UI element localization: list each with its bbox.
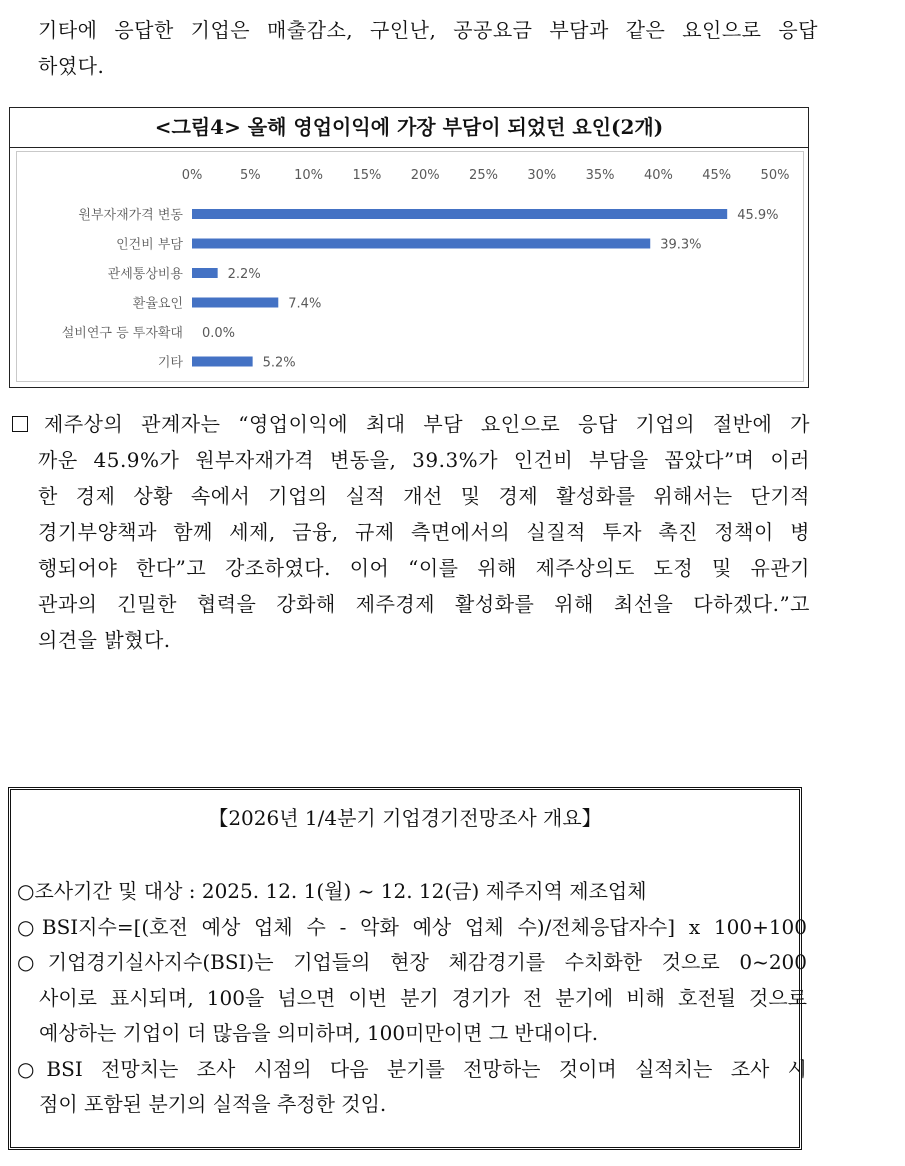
intro-line-1: 기타에 응답한 기업은 매출감소, 구인난, 공공요금 부담과 같은 요인으로 응답 xyxy=(38,18,818,42)
bar xyxy=(192,209,727,219)
x-tick-label: 10% xyxy=(294,168,324,183)
category-label: 기타 xyxy=(157,355,183,371)
x-tick-label: 15% xyxy=(352,168,382,183)
bar xyxy=(192,298,278,308)
x-tick-label: 45% xyxy=(702,168,732,183)
x-tick-label: 40% xyxy=(643,168,673,183)
intro-paragraph xyxy=(38,12,818,84)
category-label: 원부자재가격 변동 xyxy=(78,208,183,223)
body-line: 까운 45.9%가 원부자재가격 변동을, 39.3%가 인건비 부담을 꼽았다”며 이러 xyxy=(38,448,810,472)
data-label: 2.2% xyxy=(227,267,261,282)
x-tick-label: 0% xyxy=(181,168,203,183)
x-tick-label: 25% xyxy=(469,168,498,183)
overview-line: 예상하는 기업이 더 많음을 의미하며, 100미만이면 그 반대이다. xyxy=(39,1021,599,1045)
body-line: 행되어야 한다”고 강조하였다. 이어 “이를 위해 제주상의도 도정 및 유관기 xyxy=(38,556,810,580)
chart-frame xyxy=(16,151,804,382)
x-tick-label: 50% xyxy=(760,168,790,183)
category-label: 인건비 부담 xyxy=(116,237,183,253)
body-line: 제주상의 관계자는 “영업이익에 최대 부담 요인으로 응답 기업의 절반에 가 xyxy=(10,406,810,442)
data-label: 7.4% xyxy=(288,296,322,312)
category-label: 환율요인 xyxy=(132,296,183,312)
overview-line: ○기업경기실사지수(BSI)는 기업들의 현장 체감경기를 수치화한 것으로 0~200 xyxy=(17,950,807,974)
overview-lines xyxy=(17,874,807,1123)
figure-box xyxy=(9,107,809,388)
overview-line: ○BSI지수=[(호전 예상 업체 수 - 악화 예상 업체 수)/전체응답자수] x 100+100 xyxy=(17,914,807,939)
data-label: 39.3% xyxy=(660,237,702,253)
x-tick-label: 35% xyxy=(585,168,615,183)
category-label: 관세통상비용 xyxy=(107,267,183,282)
checkbox-icon xyxy=(12,416,28,432)
intro-line-2: 하였다. xyxy=(38,54,105,78)
x-tick-label: 30% xyxy=(527,168,557,183)
figure-title: <그림4> 올해 영업이익에 가장 부담이 되었던 요인(2개) xyxy=(10,108,808,148)
overview-line: 사이로 표시되며, 100을 넘으면 이번 분기 경기가 전 분기에 비해 호전될 것으로 xyxy=(39,985,807,1010)
category-label: 설비연구 등 투자확대 xyxy=(61,326,183,341)
body-line: 한 경제 상황 속에서 기업의 실적 개선 및 경제 활성화를 위해서는 단기적 xyxy=(38,484,810,508)
bar xyxy=(192,268,218,278)
overview-box xyxy=(8,787,807,1150)
x-tick-label: 20% xyxy=(410,168,440,183)
x-tick-label: 5% xyxy=(239,168,261,183)
data-label: 5.2% xyxy=(262,355,296,371)
body-line: 경기부양책과 함께 세제, 금융, 규제 측면에서의 실질적 투자 촉진 정책이 병 xyxy=(38,520,810,544)
data-label: 0.0% xyxy=(202,326,236,341)
data-label: 45.9% xyxy=(737,208,779,223)
body-paragraph xyxy=(10,406,810,658)
overview-title: 【2026년 1/4분기 기업경기전망조사 개요】 xyxy=(208,806,602,830)
overview-line: ○조사기간 및 대상 : 2025. 12. 1(월) ~ 12. 12(금) 제주지역 제조업체 xyxy=(17,879,647,903)
body-line: 관과의 긴밀한 협력을 강화해 제주경제 활성화를 위해 최선을 다하겠다.”고 xyxy=(38,592,810,616)
body-line: 의견을 밝혔다. xyxy=(38,628,171,652)
bar xyxy=(192,239,650,249)
bar xyxy=(192,357,253,367)
overview-line: ○BSI 전망치는 조사 시점의 다음 분기를 전망하는 것이며 실적치는 조사 시 xyxy=(17,1056,807,1081)
bar-chart xyxy=(17,152,803,381)
overview-line: 점이 포함된 분기의 실적을 추정한 것임. xyxy=(39,1092,387,1116)
